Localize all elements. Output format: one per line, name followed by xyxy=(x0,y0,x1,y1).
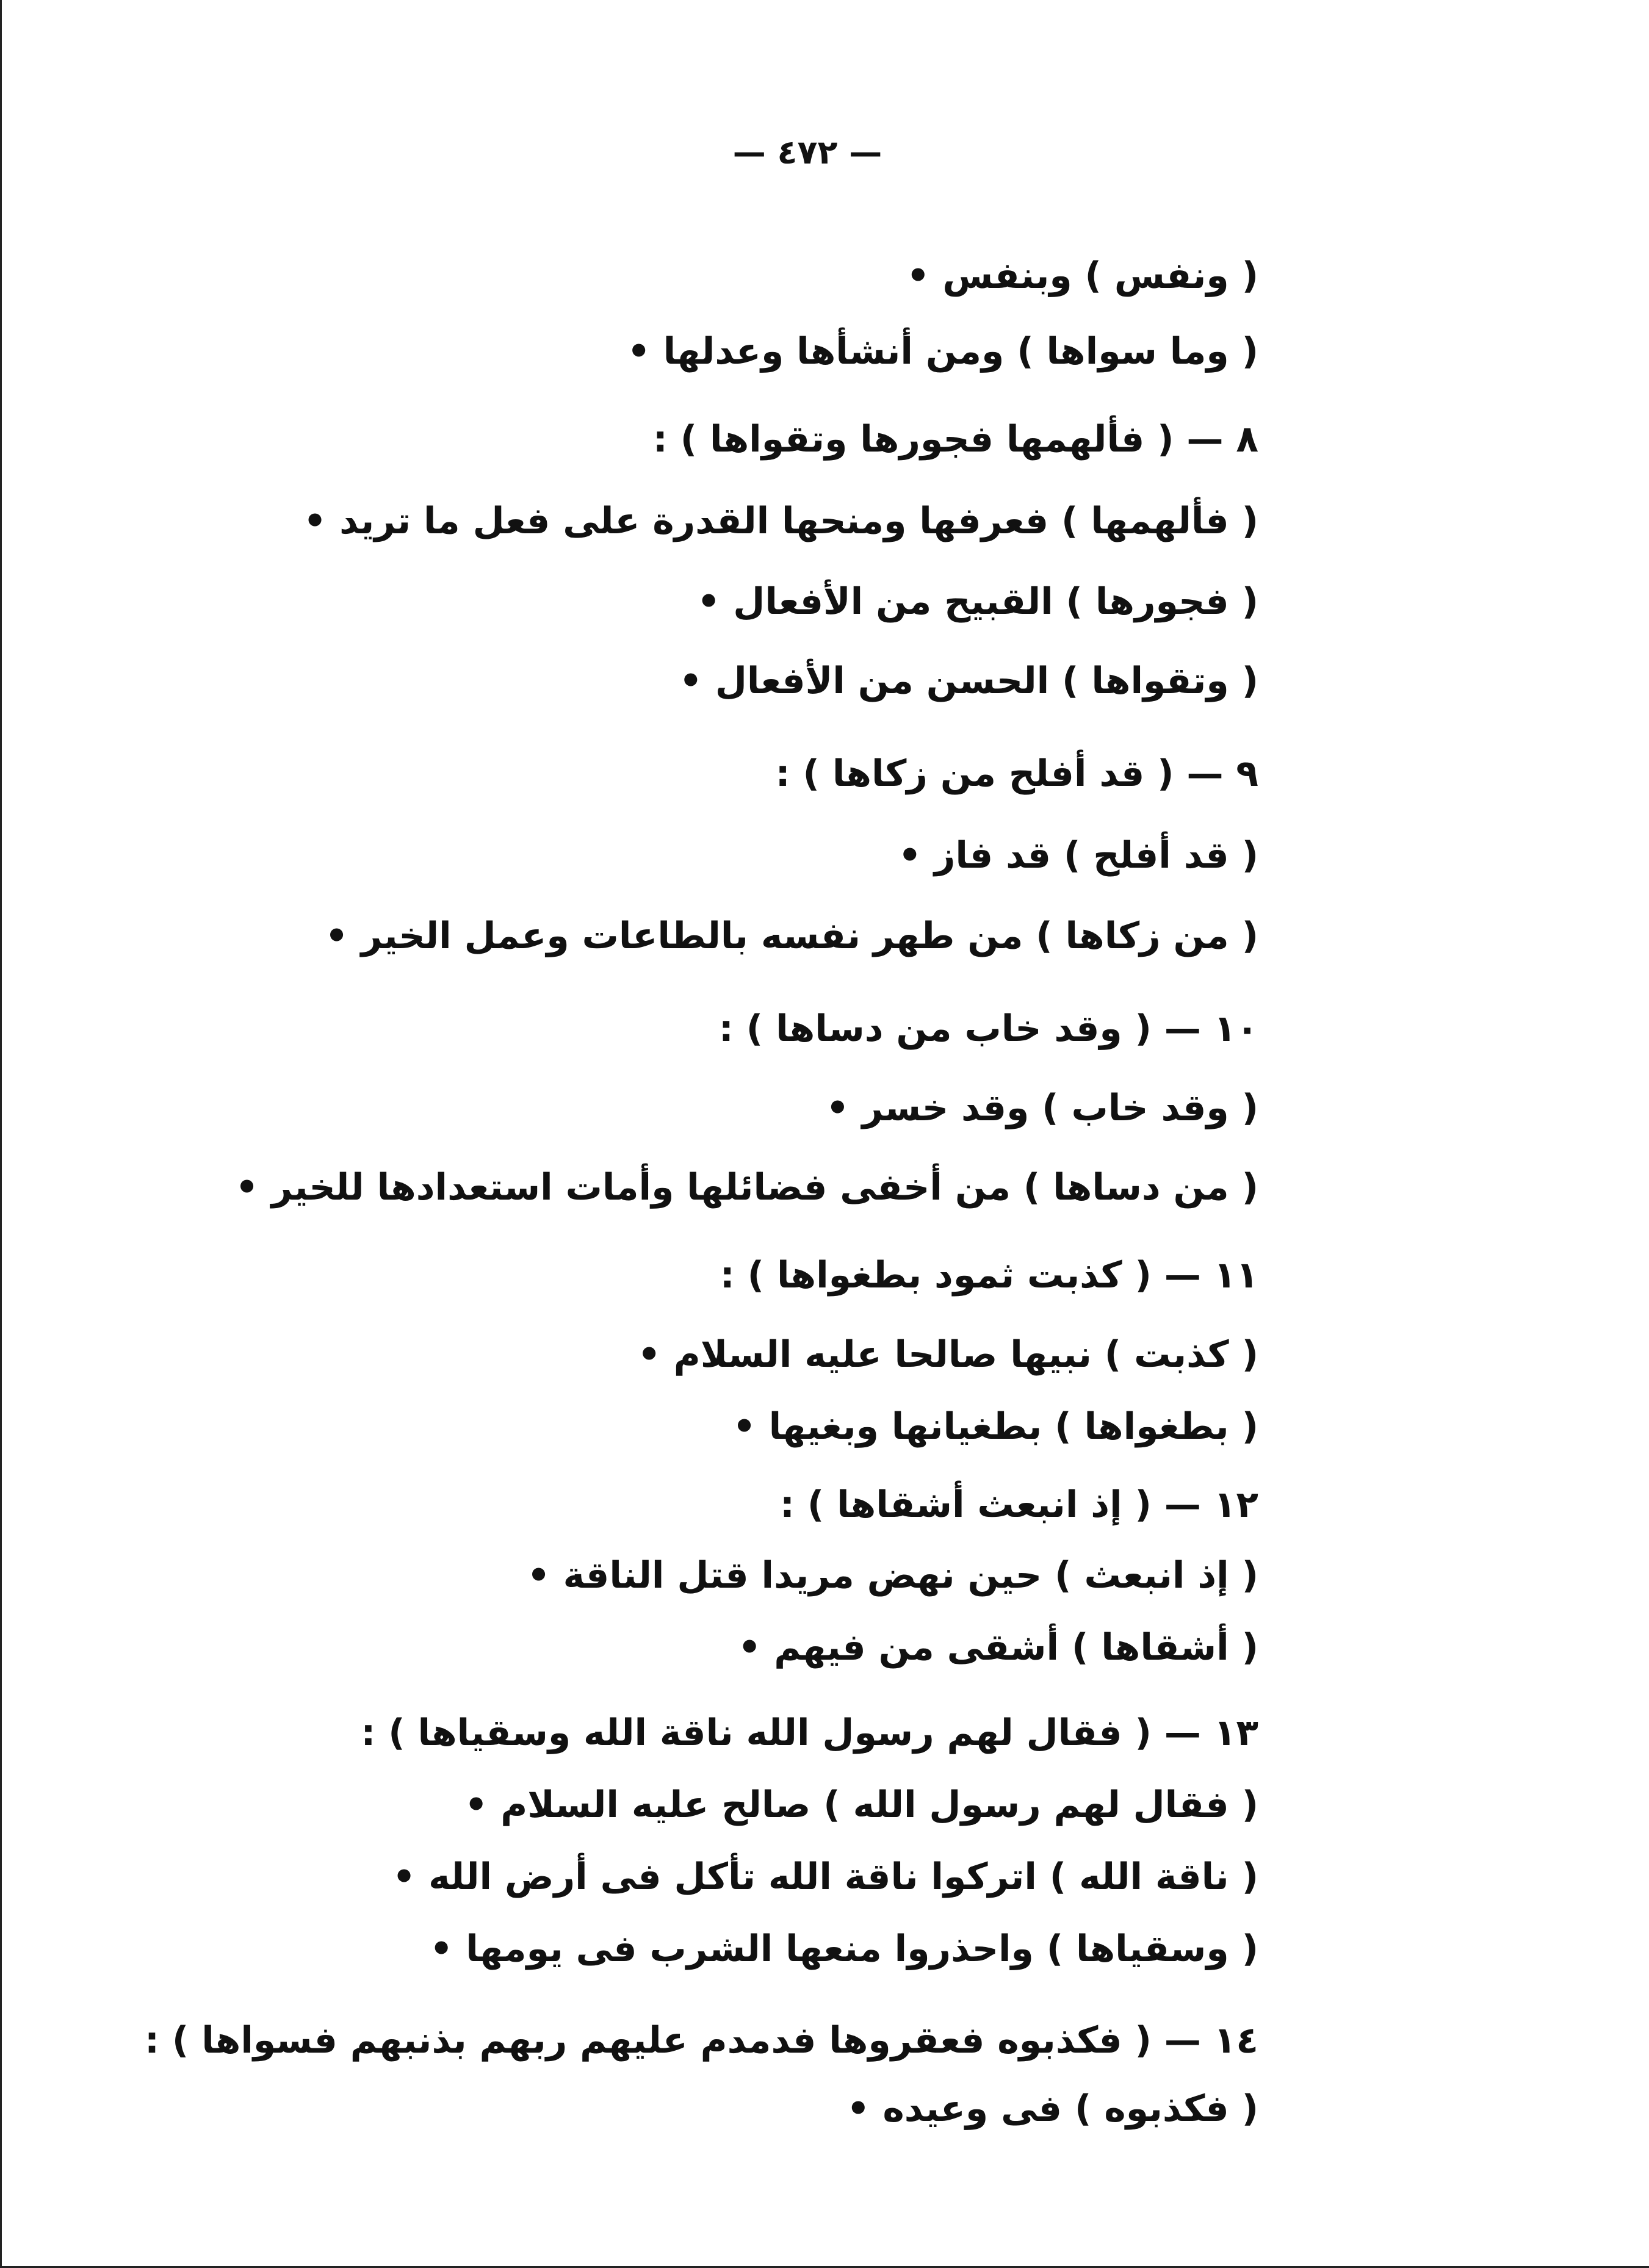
text-line: ١٣ — ( فقال لهم رسول الله ناقة الله وسقياها ) : xyxy=(361,1712,1258,1754)
text-line: ( من دساها ) من أخفى فضائلها وأمات استعدادها للخير • xyxy=(235,1166,1258,1209)
text-line: ( وتقواها ) الحسن من الأفعال • xyxy=(679,660,1258,702)
text-line: ( فألهمها ) فعرفها ومنحها القدرة على فعل ما تريد • xyxy=(303,500,1258,542)
page-number: — ٤٧٢ — xyxy=(732,133,882,171)
text-line: ١٤ — ( فكذبوه فعقروها فدمدم عليهم ربهم بذنبهم فسواها ) : xyxy=(145,2019,1258,2062)
text-line: ( وما سواها ) ومن أنشأها وعدلها • xyxy=(627,330,1258,373)
text-line: ( أشقاها ) أشقى من فيهم • xyxy=(738,1626,1258,1669)
text-line: ( من زكاها ) من طهر نفسه بالطاعات وعمل الخير • xyxy=(325,915,1258,957)
text-line: ( ونفس ) وبنفس • xyxy=(906,254,1258,297)
text-line: ( وقد خاب ) وقد خسر • xyxy=(826,1087,1258,1129)
text-line: ١٢ — ( إذ انبعث أشقاها ) : xyxy=(779,1483,1258,1526)
text-line: ( فقال لهم رسول الله ) صالح عليه السلام • xyxy=(464,1784,1258,1826)
text-line: ( فكذبوه ) فى وعيده • xyxy=(846,2087,1258,2130)
text-line: ( قد أفلح ) قد فاز • xyxy=(898,834,1258,877)
text-line: ١٠ — ( وقد خاب من دساها ) : xyxy=(718,1007,1258,1050)
text-line: ١١ — ( كذبت ثمود بطغواها ) : xyxy=(720,1254,1258,1297)
text-line: ( كذبت ) نبيها صالحا عليه السلام • xyxy=(637,1333,1258,1376)
text-line: ( فجورها ) القبيح من الأفعال • xyxy=(697,580,1258,623)
text-line: ( بطغواها ) بطغيانها وبغيها • xyxy=(732,1405,1258,1448)
text-line: ٨ — ( فألهمها فجورها وتقواها ) : xyxy=(652,418,1258,461)
text-line: ( ناقة الله ) اتركوا ناقة الله تأكل فى أرض الله • xyxy=(392,1856,1258,1898)
text-line: ( إذ انبعث ) حين نهض مريدا قتل الناقة • xyxy=(527,1554,1258,1597)
text-line: ٩ — ( قد أفلح من زكاها ) : xyxy=(775,752,1258,795)
text-line: ( وسقياها ) واحذروا منعها الشرب فى يومها • xyxy=(430,1928,1258,1970)
